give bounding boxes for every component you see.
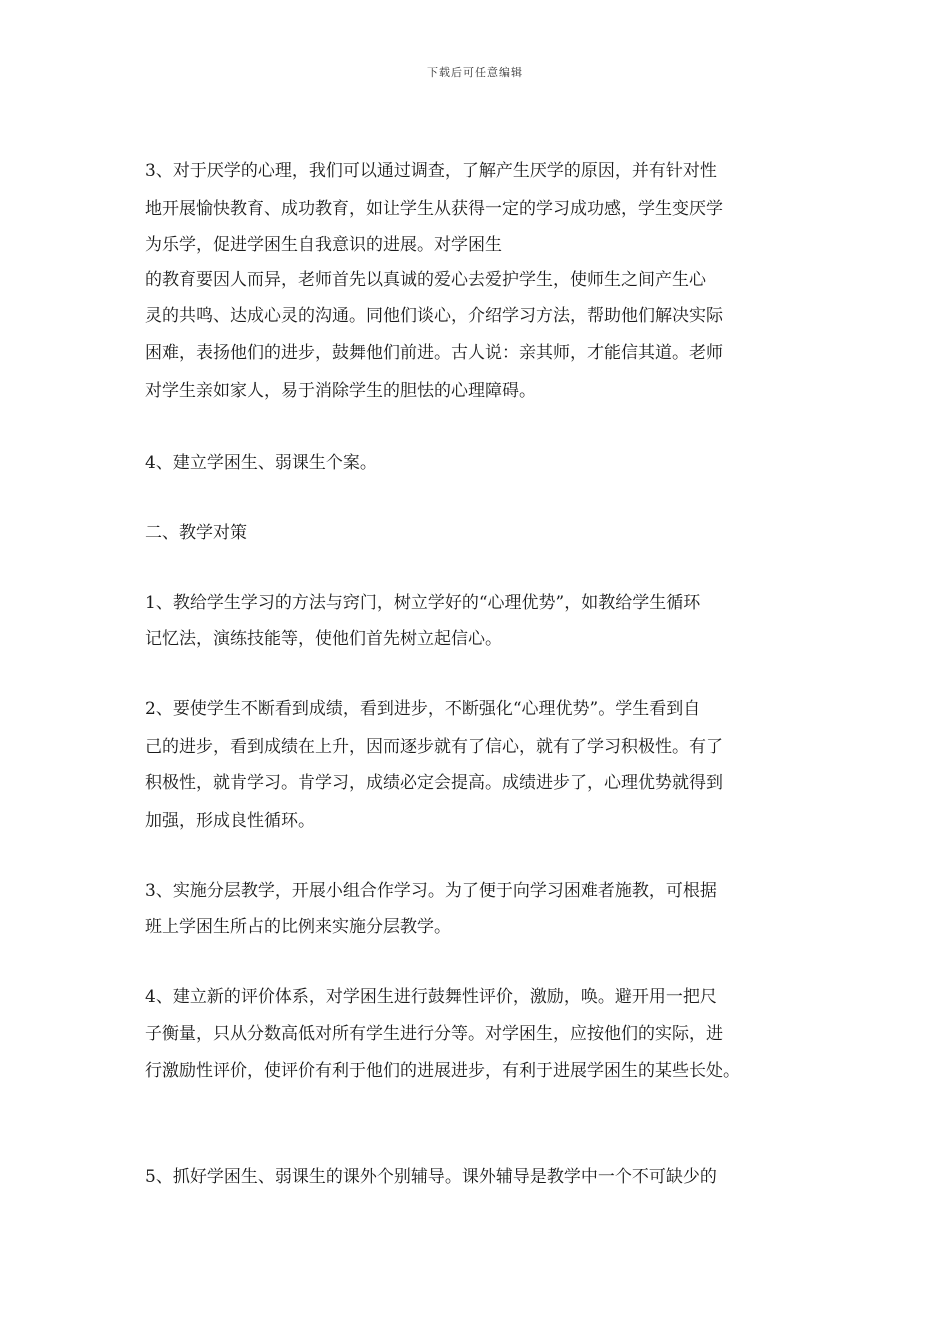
page-header-note: 下载后可任意编辑 [427,66,523,79]
text-line: 地开展愉快教育、成功教育，如让学生从获得一定的学习成功感，学生变厌学 [145,199,723,219]
text-line: 3、实施分层教学，开展小组合作学习。为了便于向学习困难者施教，可根据 [145,881,717,901]
text-line: 灵的共鸣、达成心灵的沟通。同他们谈心，介绍学习方法，帮助他们解决实际 [145,306,723,326]
text-line: 己的进步，看到成绩在上升，因而逐步就有了信心，就有了学习积极性。有了 [145,737,723,757]
text-line: 班上学困生所占的比例来实施分层教学。 [145,917,451,937]
text-line: 困难，表扬他们的进步，鼓舞他们前进。古人说：亲其师，才能信其道。老师 [145,343,723,363]
text-line: 1、教给学生学习的方法与窍门，树立学好的“心理优势”，如教给学生循环 [145,593,701,613]
text-line: 为乐学，促进学困生自我意识的进展。对学困生 [145,235,502,255]
text-line: 2、要使学生不断看到成绩，看到进步，不断强化“心理优势”。学生看到自 [145,699,701,719]
text-line: 对学生亲如家人，易于消除学生的胆怯的心理障碍。 [145,381,536,401]
text-line: 记忆法，演练技能等，使他们首先树立起信心。 [145,629,502,649]
text-line: 5、抓好学困生、弱课生的课外个别辅导。课外辅导是教学中一个不可缺少的 [145,1167,717,1187]
text-line: 3、对于厌学的心理，我们可以通过调查，了解产生厌学的原因，并有针对性 [145,161,717,181]
text-line: 4、建立学困生、弱课生个案。 [145,453,377,473]
text-line: 子衡量，只从分数高低对所有学生进行分等。对学困生，应按他们的实际，进 [145,1024,723,1044]
text-line: 行激励性评价，使评价有利于他们的进展进步，有利于进展学困生的某些长处。 [145,1061,740,1081]
text-line: 4、建立新的评价体系，对学困生进行鼓舞性评价，激励，唤。避开用一把尺 [145,987,717,1007]
text-line: 积极性，就肯学习。肯学习，成绩必定会提高。成绩进步了，心理优势就得到 [145,773,723,793]
text-line: 二、教学对策 [145,523,247,543]
text-line: 加强，形成良性循环。 [145,811,315,831]
text-line: 的教育要因人而异，老师首先以真诚的爱心去爱护学生，使师生之间产生心 [145,270,706,290]
